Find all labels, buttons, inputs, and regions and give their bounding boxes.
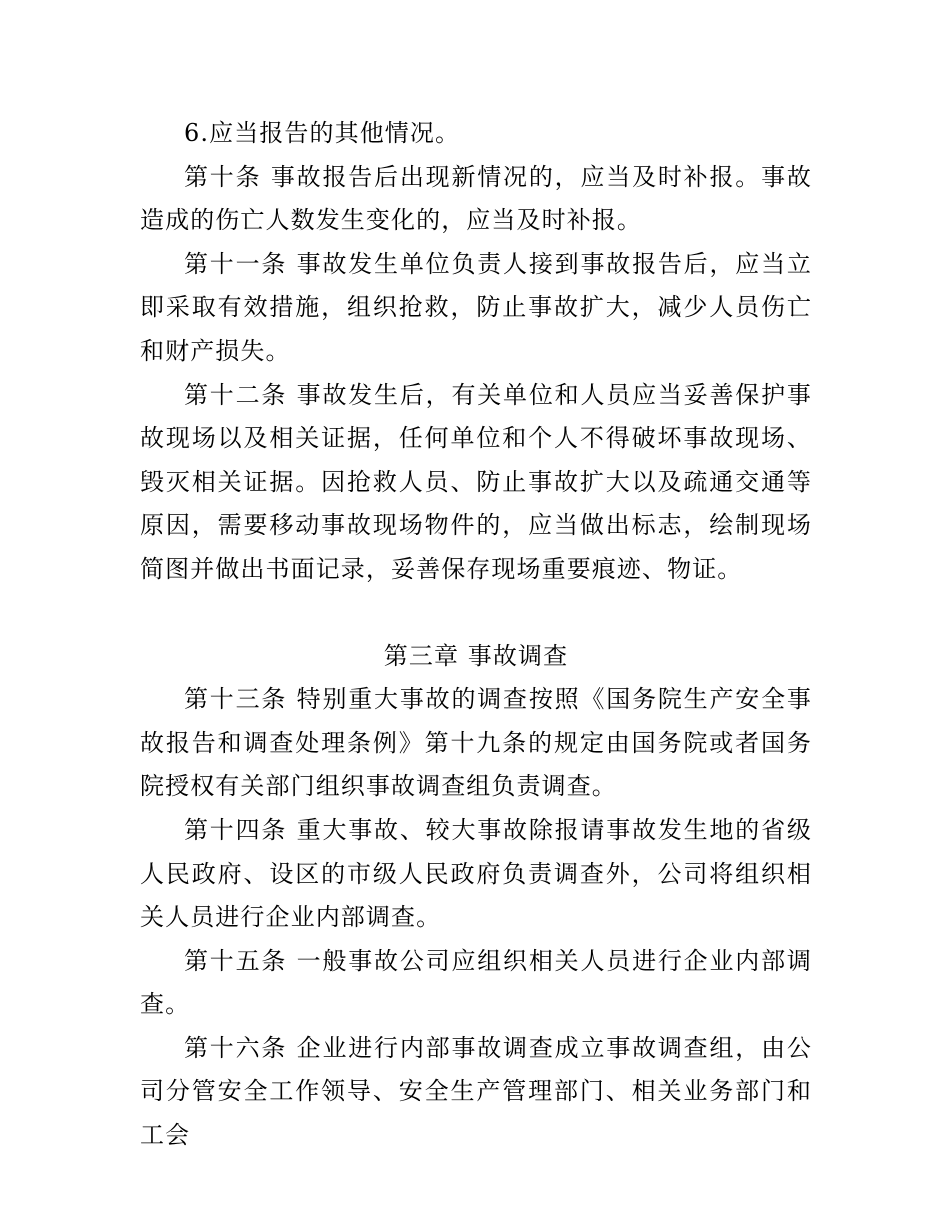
paragraph-article-12: 第十二条 事故发生后，有关单位和人员应当妥善保护事故现场以及相关证据，任何单位和个人不得破坏事故现场、毁灭相关证据。因抢救人员、防止事故扩大以及疏通交通等原因，需要移动事故现场物件的，应当做出标志，绘制现场简图并做出书面记录，妥善保存现场重要痕迹、物证。	[140, 380, 812, 583]
paragraph-article-14: 第十四条 重大事故、较大事故除报请事故发生地的省级人民政府、设区的市级人民政府负责调查外，公司将组织相关人员进行企业内部调查。	[140, 815, 812, 932]
section-spacer	[140, 592, 812, 635]
paragraph-article-13: 第十三条 特别重大事故的调查按照《国务院生产安全事故报告和调查处理条例》第十九条的规定由国务院或者国务院授权有关部门组织事故调查组负责调查。	[140, 685, 812, 801]
paragraph-article-11: 第十一条 事故发生单位负责人接到事故报告后，应当立即采取有效措施，组织抢救，防止事故扩大，减少人员伤亡和财产损失。	[140, 249, 812, 365]
document-body	[140, 112, 812, 1158]
paragraph-article-10: 第十条 事故报告后出现新情况的，应当及时补报。事故造成的伤亡人数发生变化的，应当及时补报。	[140, 162, 812, 235]
paragraph-item-6: 6.应当报告的其他情况。	[184, 119, 461, 147]
paragraph-article-15: 第十五条 一般事故公司应组织相关人员进行企业内部调查。	[140, 946, 812, 1019]
paragraph-article-16: 第十六条 企业进行内部事故调查成立事故调查组，由公司分管安全工作领导、安全生产管理部门、相关业务部门和工会	[140, 1033, 812, 1150]
chapter-title: 第三章 事故调查	[383, 641, 569, 670]
